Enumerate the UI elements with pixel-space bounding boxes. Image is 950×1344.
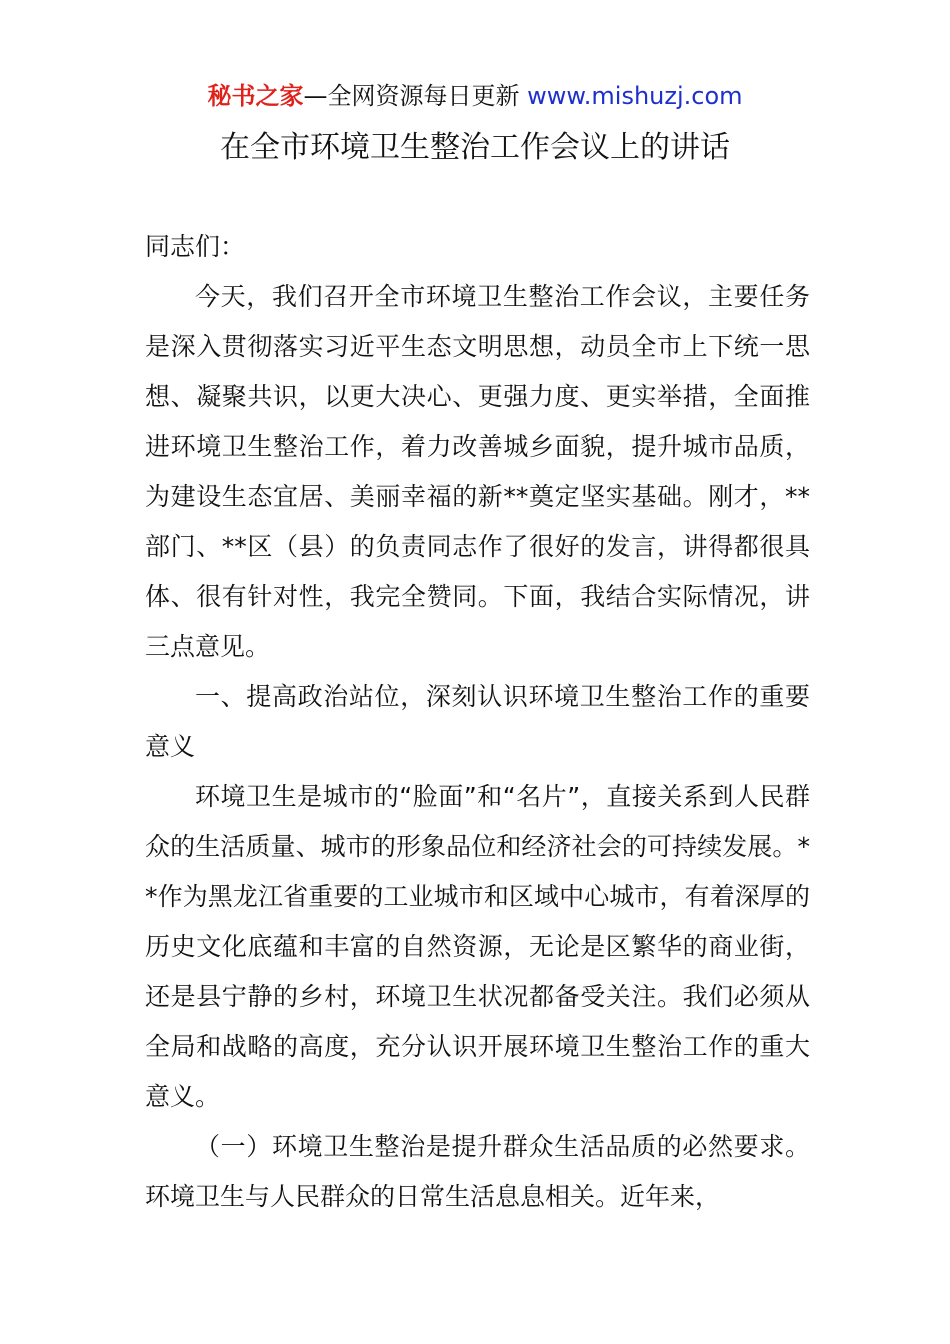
site-banner [0,80,950,112]
section-heading-1: 一、提高政治站位，深刻认识环境卫生整治工作的重要意义 [145,682,810,761]
document-title: 在全市环境卫生整治工作会议上的讲话 [220,130,730,165]
document-body [145,222,810,1222]
brand-name: 秘书之家 [207,82,304,110]
site-url-link[interactable]: www.mishuzj.com [527,82,743,110]
paragraph-section-1: 环境卫生是城市的“脸面”和“名片”，直接关系到人民群众的生活质量、城市的形象品位和经济社会的可持续发展。**作为黑龙江省重要的工业城市和区域中心城市，有着深厚的历史文化底蕴和丰富的自然资源，无论是区繁华的商业街，还是县宁静的乡村，环境卫生状况都备受关注。我们必须从全局和战略的高度，充分认识开展环境卫生整治工作的重大意义。 [145,782,810,1111]
paragraph-subsection-1: （一）环境卫生整治是提升群众生活品质的必然要求。环境卫生与人民群众的日常生活息息相关。近年来， [145,1132,810,1211]
salutation: 同志们： [145,232,246,261]
paragraph-intro: 今天，我们召开全市环境卫生整治工作会议，主要任务是深入贯彻落实习近平生态文明思想，动员全市上下统一思想、凝聚共识，以更大决心、更强力度、更实举措，全面推进环境卫生整治工作，着力改善城乡面貌，提升城市品质，为建设生态宜居、美丽幸福的新**奠定坚实基础。刚才，**部门、**区（县）的负责同志作了很好的发言，讲得都很具体、很有针对性，我完全赞同。下面，我结合实际情况，讲三点意见。 [145,282,810,661]
brand-slogan: —全网资源每日更新 [303,82,520,110]
